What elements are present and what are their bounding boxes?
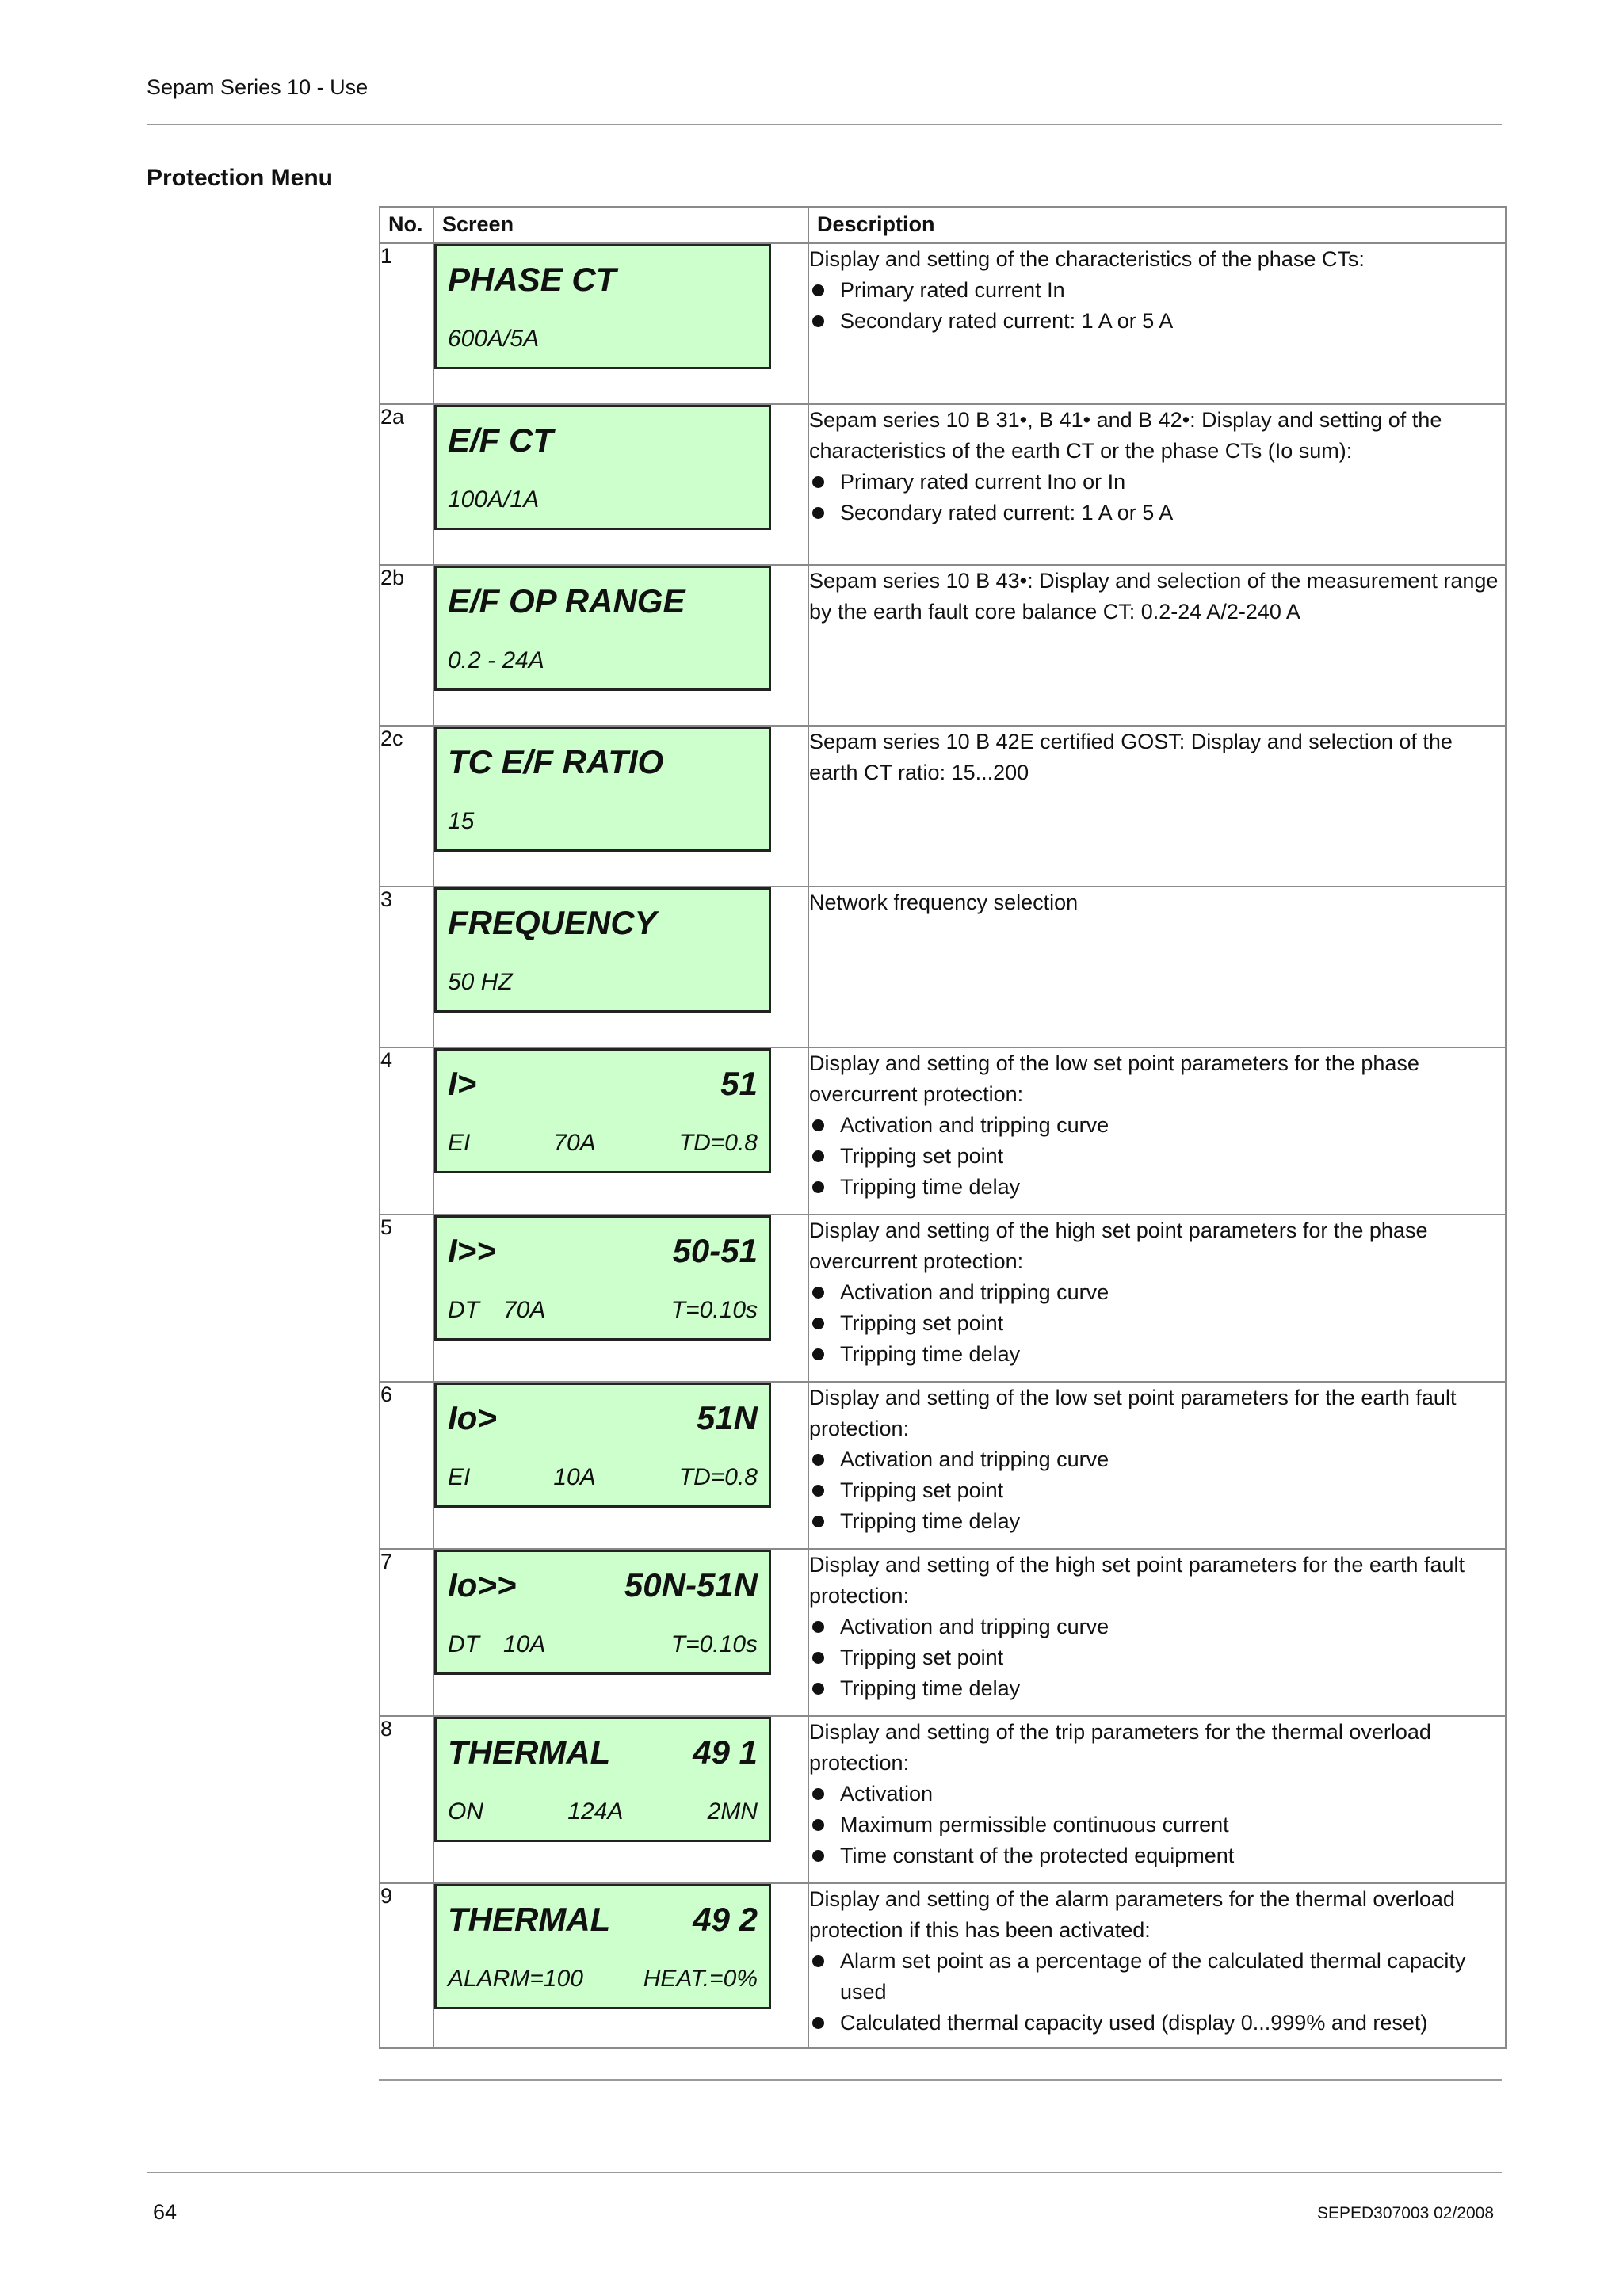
row-number: 4 (380, 1047, 433, 1215)
table-row (380, 404, 1506, 565)
lcd-line-2 (448, 1798, 758, 1825)
description-text: Display and setting of the alarm parameters for the thermal overload protection if this has been activated: (809, 1887, 1455, 1942)
bullet-item: Tripping time delay (809, 1172, 1505, 1203)
screen-cell (433, 1883, 808, 2048)
screen-cell (433, 1215, 808, 1382)
bullet-item: Tripping time delay (809, 1673, 1505, 1704)
screen-cell (433, 243, 808, 404)
table-row (380, 1549, 1506, 1716)
bullet-item: Maximum permissible continuous current (809, 1810, 1505, 1840)
screen-cell (433, 404, 808, 565)
bullet-item: Time constant of the protected equipment (809, 1840, 1505, 1871)
lcd-line-2 (448, 808, 758, 835)
lcd-line-1 (448, 261, 758, 299)
lcd-line-2 (448, 326, 758, 353)
table-row (380, 1716, 1506, 1883)
lcd-text: I> (448, 1065, 477, 1102)
description-text: Display and setting of the characteristics of the phase CTs: (809, 247, 1365, 271)
description-text: Display and setting of the high set point parameters for the phase overcurrent protection: (809, 1219, 1428, 1273)
row-number: 9 (380, 1883, 433, 2048)
lcd-text: Io>> (448, 1566, 517, 1604)
row-number: 1 (380, 243, 433, 404)
running-header: Sepam Series 10 - Use (147, 75, 369, 99)
description-text: Network frequency selection (809, 891, 1079, 914)
section-title: Protection Menu (147, 165, 334, 191)
lcd-text: 600A/5A (448, 326, 540, 352)
table-row (380, 565, 1506, 726)
lcd-line-2 (448, 1297, 758, 1324)
bullet-list (809, 1779, 1505, 1871)
bullet-item: Activation and tripping curve (809, 1611, 1505, 1642)
lcd-display (434, 727, 771, 852)
description-cell (808, 565, 1506, 726)
lcd-display (434, 566, 771, 691)
lcd-line-2 (448, 1464, 758, 1491)
lcd-text: 2MN (707, 1798, 758, 1825)
lcd-text: T=0.10s (670, 1297, 758, 1323)
row-number: 3 (380, 887, 433, 1047)
lcd-text: I>> (448, 1232, 496, 1269)
lcd-display (434, 1383, 771, 1508)
bullet-item: Secondary rated current: 1 A or 5 A (809, 306, 1505, 337)
lcd-text: ALARM=100 (448, 1966, 583, 1992)
lcd-line-1 (448, 1065, 758, 1103)
bullet-item: Secondary rated current: 1 A or 5 A (809, 498, 1505, 528)
page-number: 64 (153, 2200, 178, 2224)
lcd-text: THERMAL (448, 1733, 611, 1771)
description-text: Display and setting of the low set point parameters for the earth fault protection: (809, 1386, 1457, 1440)
lcd-line-1 (448, 743, 758, 781)
bullet-item: Tripping time delay (809, 1506, 1505, 1537)
bullet-item: Tripping set point (809, 1642, 1505, 1673)
bullet-list (809, 1444, 1505, 1537)
lcd-line-1 (448, 904, 758, 942)
lcd-text: THERMAL (448, 1901, 611, 1938)
lcd-display (434, 1215, 771, 1341)
bullet-item: Calculated thermal capacity used (display 0...999% and reset) (809, 2008, 1505, 2039)
bullet-item: Primary rated current In (809, 275, 1505, 306)
lcd-text: DT (448, 1297, 479, 1323)
lcd-text: 70A (553, 1130, 596, 1156)
lcd-text: 100A/1A (448, 486, 540, 513)
bullet-list (809, 467, 1505, 528)
lcd-text: 10A (503, 1631, 546, 1657)
table-row (380, 1215, 1506, 1382)
row-number: 2a (380, 404, 433, 565)
lcd-text: 70A (503, 1297, 546, 1323)
lcd-text: TD=0.8 (678, 1130, 758, 1156)
description-text: Display and setting of the high set point parameters for the earth fault protection: (809, 1553, 1465, 1608)
lcd-text: PHASE CT (448, 261, 617, 298)
lcd-line-1 (448, 1232, 758, 1270)
description-cell (808, 1549, 1506, 1716)
bullet-list (809, 1277, 1505, 1370)
table-body (380, 243, 1506, 2048)
table-row (380, 887, 1506, 1047)
lcd-line-1 (448, 1901, 758, 1939)
description-cell (808, 404, 1506, 565)
lcd-line-1 (448, 1733, 758, 1772)
screen-cell (433, 1549, 808, 1716)
lcd-text: E/F OP RANGE (448, 582, 685, 620)
lcd-line-2 (448, 1130, 758, 1157)
lcd-line-2 (448, 1631, 758, 1658)
row-number: 2c (380, 726, 433, 887)
bullet-list (809, 1946, 1505, 2039)
description-text: Display and setting of the low set point parameters for the phase overcurrent protection: (809, 1051, 1419, 1106)
screen-cell (433, 565, 808, 726)
lcd-text: ON (448, 1798, 483, 1825)
lcd-text: DT (448, 1631, 479, 1657)
lcd-text: 51 (720, 1065, 758, 1102)
footer-rule (147, 2172, 1502, 2173)
lcd-text: FREQUENCY (448, 904, 657, 941)
table-row (380, 1047, 1506, 1215)
bullet-item: Tripping time delay (809, 1339, 1505, 1370)
screen-cell (433, 1047, 808, 1215)
description-cell (808, 243, 1506, 404)
lcd-text: E/F CT (448, 421, 553, 459)
row-number: 7 (380, 1549, 433, 1716)
bullet-item: Tripping set point (809, 1308, 1505, 1339)
bullet-item: Tripping set point (809, 1141, 1505, 1172)
row-number: 2b (380, 565, 433, 726)
lcd-line-2 (448, 486, 758, 513)
column-header-no: No. (380, 207, 433, 243)
bullet-item: Primary rated current Ino or In (809, 467, 1505, 498)
lcd-display (434, 1550, 771, 1675)
lcd-line-2 (448, 969, 758, 996)
table-row (380, 1883, 1506, 2048)
lcd-display (434, 1048, 771, 1173)
lcd-text: 50-51 (672, 1232, 758, 1269)
screen-cell (433, 726, 808, 887)
description-cell (808, 1047, 1506, 1215)
lcd-text: 50 HZ (448, 969, 513, 995)
lcd-line-1 (448, 1566, 758, 1604)
description-cell (808, 1883, 1506, 2048)
bullet-list (809, 1110, 1505, 1203)
column-header-description: Description (808, 207, 1506, 243)
lcd-text: EI (448, 1130, 471, 1156)
description-cell (808, 887, 1506, 1047)
lcd-text: T=0.10s (670, 1631, 758, 1657)
lcd-line-2 (448, 647, 758, 674)
description-cell (808, 1215, 1506, 1382)
lcd-display (434, 1717, 771, 1842)
lcd-display (434, 1884, 771, 2009)
table-header-row (380, 207, 1506, 243)
table-row (380, 726, 1506, 887)
lcd-text: 51N (696, 1399, 758, 1436)
lcd-text: TC E/F RATIO (448, 743, 664, 780)
bullet-item: Alarm set point as a percentage of the calculated thermal capacity used (809, 1946, 1505, 2008)
lcd-text: 0.2 - 24A (448, 647, 544, 673)
lcd-display (434, 887, 771, 1013)
lcd-line-1 (448, 582, 758, 620)
table-row (380, 1382, 1506, 1549)
lcd-text: 124A (567, 1798, 624, 1825)
description-text: Sepam series 10 B 31•, B 41• and B 42•: Display and setting of the characteristics of the earth CT or the phase CTs (Io sum): (809, 408, 1442, 463)
description-cell (808, 1382, 1506, 1549)
lcd-text: 50N-51N (624, 1566, 758, 1604)
bullet-item: Tripping set point (809, 1475, 1505, 1506)
lcd-text: HEAT.=0% (643, 1966, 758, 1992)
bullet-list (809, 275, 1505, 337)
lcd-display (434, 405, 771, 530)
column-header-screen: Screen (433, 207, 808, 243)
row-number: 5 (380, 1215, 433, 1382)
lcd-text: 49 1 (693, 1733, 758, 1771)
lcd-text: TD=0.8 (678, 1464, 758, 1490)
table-row (380, 243, 1506, 404)
lcd-text: Io> (448, 1399, 497, 1436)
row-number: 6 (380, 1382, 433, 1549)
bullet-item: Activation (809, 1779, 1505, 1810)
bullet-list (809, 1611, 1505, 1704)
lcd-line-2 (448, 1966, 758, 1993)
lcd-line-1 (448, 421, 758, 460)
row-number: 8 (380, 1716, 433, 1883)
protection-menu-table (379, 206, 1507, 2049)
header-rule (147, 124, 1502, 125)
description-text: Display and setting of the trip parameters for the thermal overload protection: (809, 1720, 1431, 1775)
lcd-text: 15 (448, 808, 475, 834)
screen-cell (433, 1382, 808, 1549)
description-text: Sepam series 10 B 43•: Display and selection of the measurement range by the earth fault core balance CT: 0.2-24 A/2-240 A (809, 569, 1499, 624)
description-text: Sepam series 10 B 42E certified GOST: Display and selection of the earth CT ratio: 15...200 (809, 730, 1453, 784)
bullet-item: Activation and tripping curve (809, 1444, 1505, 1475)
lcd-text: 49 2 (693, 1901, 758, 1938)
document-reference: SEPED307003 02/2008 (1316, 2204, 1494, 2222)
description-cell (808, 1716, 1506, 1883)
screen-cell (433, 887, 808, 1047)
bullet-item: Activation and tripping curve (809, 1277, 1505, 1308)
lcd-text: 10A (553, 1464, 596, 1490)
table-end-rule (379, 2079, 1502, 2081)
bullet-item: Activation and tripping curve (809, 1110, 1505, 1141)
lcd-text: EI (448, 1464, 471, 1490)
lcd-line-1 (448, 1399, 758, 1437)
description-cell (808, 726, 1506, 887)
lcd-display (434, 244, 771, 369)
screen-cell (433, 1716, 808, 1883)
